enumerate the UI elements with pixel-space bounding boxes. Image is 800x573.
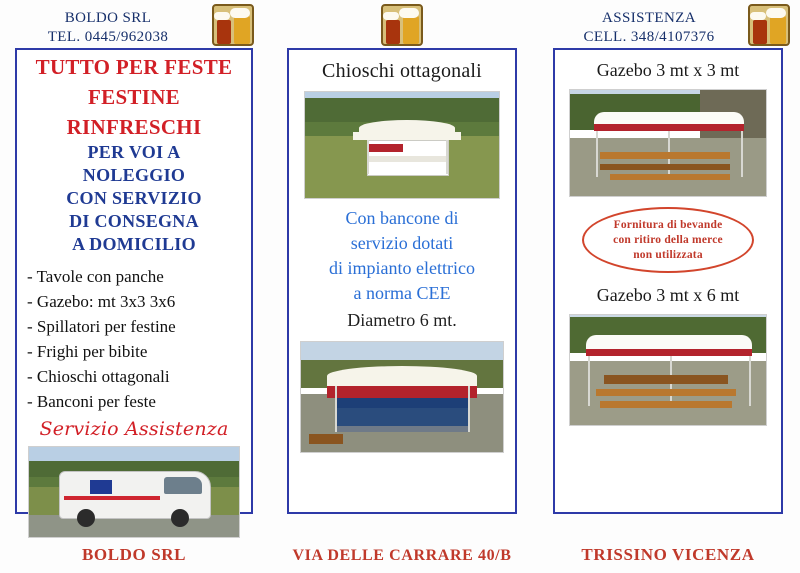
- oval-line-1: Fornitura di bevande: [613, 218, 723, 231]
- left-header: [0, 0, 268, 48]
- middle-blue-line-2: servizio dotati: [350, 233, 454, 253]
- gazebo-3x6-photo: [569, 314, 767, 426]
- right-footer: TRISSINO VICENZA: [581, 545, 755, 564]
- list-item: - Banconi per feste: [27, 392, 156, 411]
- right-heading-top: Gazebo 3 mt x 3 mt: [596, 60, 740, 80]
- oval-line-3: non utilizzata: [633, 248, 703, 261]
- left-title-line-2: FESTINE: [88, 85, 180, 109]
- left-column: [0, 0, 268, 573]
- middle-blue-line-3: di impianto elettrico: [329, 258, 475, 278]
- right-column: [536, 0, 800, 573]
- left-phone: TEL. 0445/962038: [47, 29, 169, 45]
- left-subtitle-line-1: PER VOI A: [87, 142, 181, 162]
- beer-mug-icon: [212, 4, 254, 46]
- list-item: - Tavole con panche: [27, 267, 164, 286]
- right-content-box: [553, 48, 783, 514]
- list-item: - Chioschi ottagonali: [27, 367, 170, 386]
- left-service-script: Servizio Assistenza: [39, 418, 229, 440]
- beer-mug-icon: [381, 4, 423, 46]
- delivery-van-photo: [28, 446, 240, 538]
- list-item: - Spillatori per festine: [27, 317, 176, 336]
- middle-header: [268, 0, 536, 48]
- left-subtitle-line-5: A DOMICILIO: [72, 234, 196, 254]
- middle-heading: Chioschi ottagonali: [322, 60, 482, 82]
- left-content-box: [15, 48, 253, 514]
- left-subtitle-line-2: NOLEGGIO: [82, 165, 186, 185]
- left-company-name: BOLDO SRL: [64, 10, 152, 26]
- beverage-supply-callout: [582, 207, 754, 273]
- octagonal-kiosk-photo: [304, 91, 500, 199]
- left-bullet-list: [17, 264, 251, 414]
- middle-diameter: Diametro 6 mt.: [347, 310, 457, 330]
- octagonal-kiosk-furstenberg-photo: [300, 341, 504, 453]
- beer-mug-icon: [748, 4, 790, 46]
- middle-column: [268, 0, 536, 573]
- list-item: - Gazebo: mt 3x3 3x6: [27, 292, 176, 311]
- right-phone: CELL. 348/4107376: [583, 29, 715, 45]
- left-title-line-1: TUTTO PER FESTE: [35, 55, 233, 79]
- right-header: [536, 0, 800, 48]
- left-subtitle-line-3: CON SERVIZIO: [66, 188, 202, 208]
- right-assistance-label: ASSISTENZA: [601, 10, 696, 26]
- left-footer: BOLDO SRL: [81, 545, 187, 564]
- gazebo-3x3-photo: [569, 89, 767, 197]
- middle-blue-line-4: a norma CEE: [353, 283, 451, 303]
- middle-content-box: [287, 48, 517, 514]
- left-title-line-3: RINFRESCHI: [66, 115, 202, 139]
- right-heading-bottom: Gazebo 3 mt x 6 mt: [596, 285, 740, 305]
- middle-blue-line-1: Con bancone di: [345, 208, 459, 228]
- list-item: - Frighi per bibite: [27, 342, 148, 361]
- oval-line-2: con ritiro della merce: [613, 233, 723, 246]
- middle-footer: VIA DELLE CARRARE 40/B: [292, 547, 512, 564]
- left-subtitle-line-4: DI CONSEGNA: [69, 211, 199, 231]
